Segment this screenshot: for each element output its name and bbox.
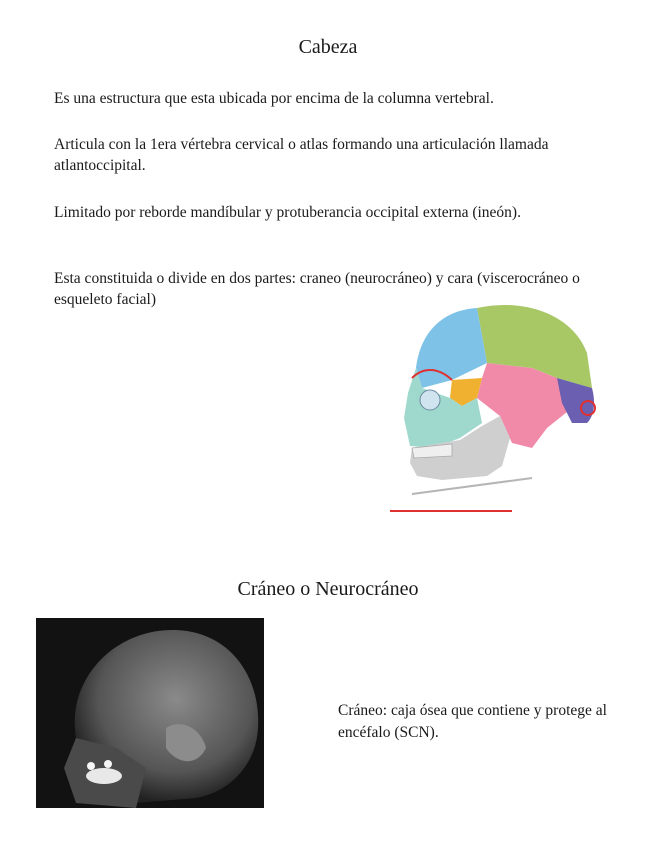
xray-dental-fillings xyxy=(86,768,122,784)
frontal-bone xyxy=(416,308,487,388)
cranium-caption: Cráneo: caja ósea que contiene y protege al encéfalo (SCN). xyxy=(338,702,607,741)
xray-image xyxy=(36,618,264,808)
section-title: Cráneo o Neurocráneo xyxy=(237,578,419,600)
paragraph-articulation: Articula con la 1era vértebra cervical o atlas formando una articulación llamada atlantoccipital. xyxy=(54,136,549,174)
page-title: Cabeza xyxy=(298,36,358,58)
paragraph-parts: Esta constituida o divide en dos partes: craneo (neurocráneo) y cara (viscerocráneo o esqueleto facial) xyxy=(54,270,580,308)
skull-illustration xyxy=(382,298,612,520)
orbit xyxy=(420,390,440,410)
paragraph-limits: Limitado por reborde mandíbular y protuberancia occipital externa (ineón). xyxy=(54,204,521,221)
paragraph-definition: Es una estructura que esta ubicada por encima de la columna vertebral. xyxy=(54,90,494,107)
base-line-gray xyxy=(412,478,532,494)
